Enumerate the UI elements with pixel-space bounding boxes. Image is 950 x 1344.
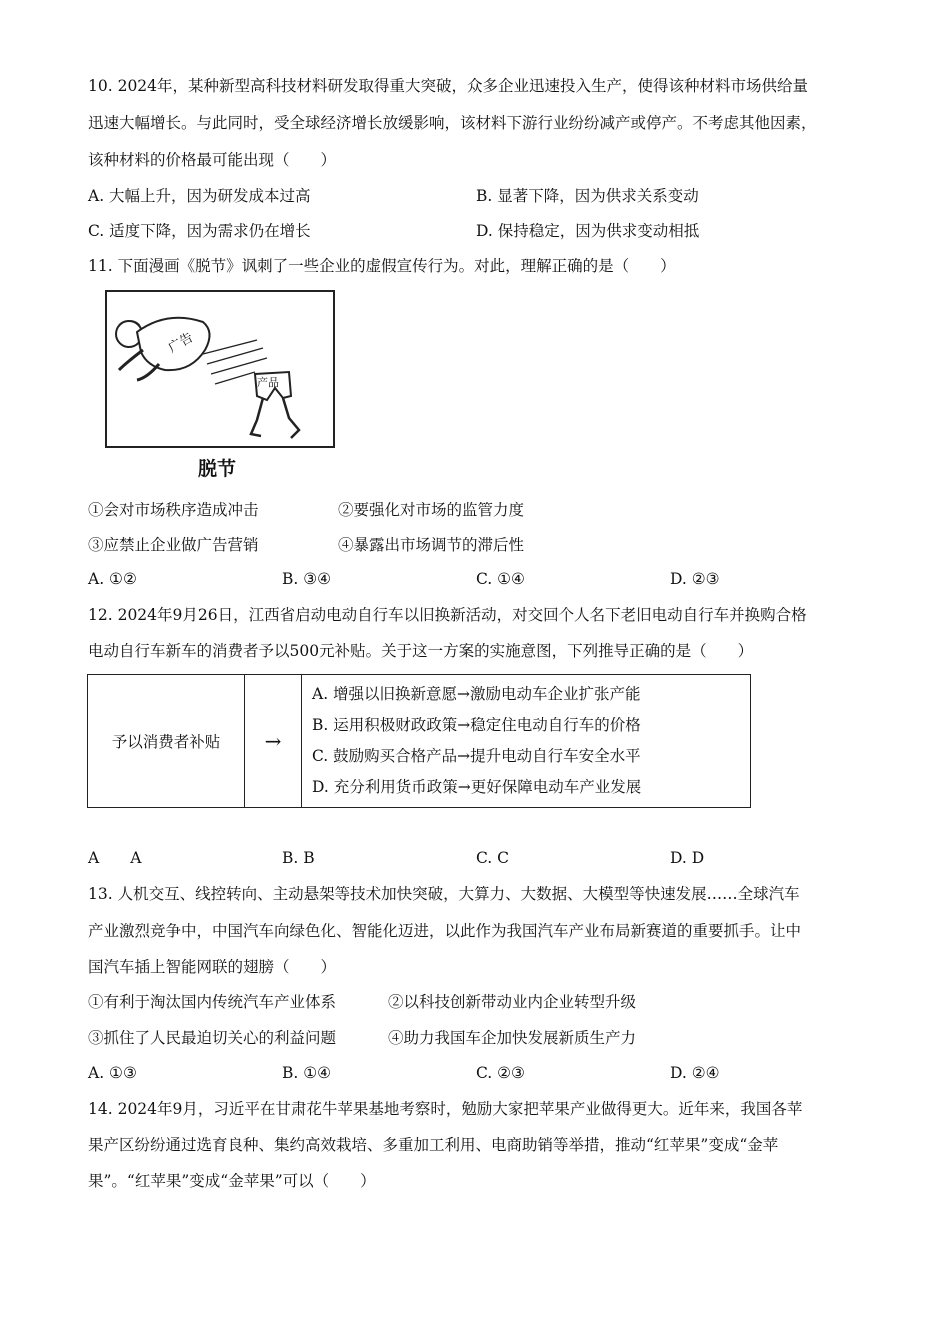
q10-option-a: A. 大幅上升，因为研发成本过高 xyxy=(88,187,311,205)
table-choice-c: C. 鼓励购买合格产品→提升电动自行车安全水平 xyxy=(312,747,641,765)
q14-stem-line-3: 果”。“红苹果”变成“金苹果”可以（ ） xyxy=(88,1172,376,1190)
q12-option-c: C. C xyxy=(476,849,510,867)
q12-option-b: B. B xyxy=(282,849,315,867)
table-choice-b: B. 运用积极财政政策→稳定住电动自行车的价格 xyxy=(312,716,641,734)
q11-statement-1: ①会对市场秩序造成冲击 xyxy=(88,501,259,519)
q13-stem-line-3: 国汽车插上智能网联的翅膀（ ） xyxy=(88,958,337,976)
q11-option-c: C. ①④ xyxy=(476,570,525,588)
q10-option-c: C. 适度下降，因为需求仍在增长 xyxy=(88,222,311,240)
q13-statement-4: ④助力我国车企加快发展新质生产力 xyxy=(388,1029,637,1047)
cartoon-label-ad: 广告 xyxy=(165,330,197,357)
q11-statement-3: ③应禁止企业做广告营销 xyxy=(88,536,259,554)
table-left-cell: 予以消费者补贴 xyxy=(88,675,245,808)
cartoon-caption: 脱节 xyxy=(198,458,237,480)
q12-option-a: A A xyxy=(88,849,142,867)
q13-option-b: B. ①④ xyxy=(282,1064,332,1082)
q10-stem-line-3: 该种材料的价格最可能出现（ ） xyxy=(88,151,337,169)
q12-stem-line-2: 电动自行车新车的消费者予以500元补贴。关于这一方案的实施意图，下列推导正确的是（ ） xyxy=(88,642,754,660)
table-choice-d: D. 充分利用货币政策→更好保障电动车产业发展 xyxy=(312,778,642,796)
q13-option-c: C. ②③ xyxy=(476,1064,525,1082)
table-arrow-cell: → xyxy=(245,675,302,808)
q14-stem-line-2: 果产区纷纷通过选育良种、集约高效栽培、多重加工利用、电商助销等举措，推动“红苹果”变成“金苹 xyxy=(88,1136,779,1154)
cartoon-illustration xyxy=(105,290,335,448)
q11-option-b: B. ③④ xyxy=(282,570,332,588)
q11-option-d: D. ②③ xyxy=(670,570,720,588)
q13-stem-line-2: 产业激烈竞争中，中国汽车向绿色化、智能化迈进，以此作为我国汽车产业布局新赛道的重要抓手。让中 xyxy=(88,922,802,940)
q13-stem-line-1: 13. 人机交互、线控转向、主动悬架等技术加快突破，大算力、大数据、大模型等快速发展……全球汽车 xyxy=(88,885,800,903)
q12-option-d: D. D xyxy=(670,849,705,867)
table-right-cell xyxy=(302,675,751,808)
cartoon-label-product: 产品 xyxy=(257,376,279,389)
q13-option-d: D. ②④ xyxy=(670,1064,720,1082)
q11-statement-2: ②要强化对市场的监管力度 xyxy=(338,501,525,519)
q10-option-b: B. 显著下降，因为供求关系变动 xyxy=(476,187,699,205)
q12-flow-table xyxy=(87,674,751,808)
table-choice-a: A. 增强以旧换新意愿→激励电动车企业扩张产能 xyxy=(312,685,641,703)
q11-stem: 11. 下面漫画《脱节》讽刺了一些企业的虚假宣传行为。对此，理解正确的是（ ） xyxy=(88,257,676,275)
q10-stem-line-1: 10. 2024年，某种新型高科技材料研发取得重大突破，众多企业迅速投入生产，使得该种材料市场供给量 xyxy=(88,77,809,95)
q10-stem-line-2: 迅速大幅增长。与此同时，受全球经济增长放缓影响，该材料下游行业纷纷减产或停产。不考虑其他因素， xyxy=(88,114,817,132)
q10-option-d: D. 保持稳定，因为供求变动相抵 xyxy=(476,222,700,240)
q11-statement-4: ④暴露出市场调节的滞后性 xyxy=(338,536,525,554)
q13-option-a: A. ①③ xyxy=(88,1064,137,1082)
q12-stem-line-1: 12. 2024年9月26日，江西省启动电动自行车以旧换新活动，对交回个人名下老旧电动自行车并换购合格 xyxy=(88,606,807,624)
q11-option-a: A. ①② xyxy=(88,570,137,588)
q13-statement-2: ②以科技创新带动业内企业转型升级 xyxy=(388,993,637,1011)
q13-statement-3: ③抓住了人民最迫切关心的利益问题 xyxy=(88,1029,337,1047)
cartoon-drawing xyxy=(107,292,333,446)
q14-stem-line-1: 14. 2024年9月，习近平在甘肃花牛苹果基地考察时，勉励大家把苹果产业做得更大。近年来，我国各苹 xyxy=(88,1100,803,1118)
q13-statement-1: ①有利于淘汰国内传统汽车产业体系 xyxy=(88,993,337,1011)
